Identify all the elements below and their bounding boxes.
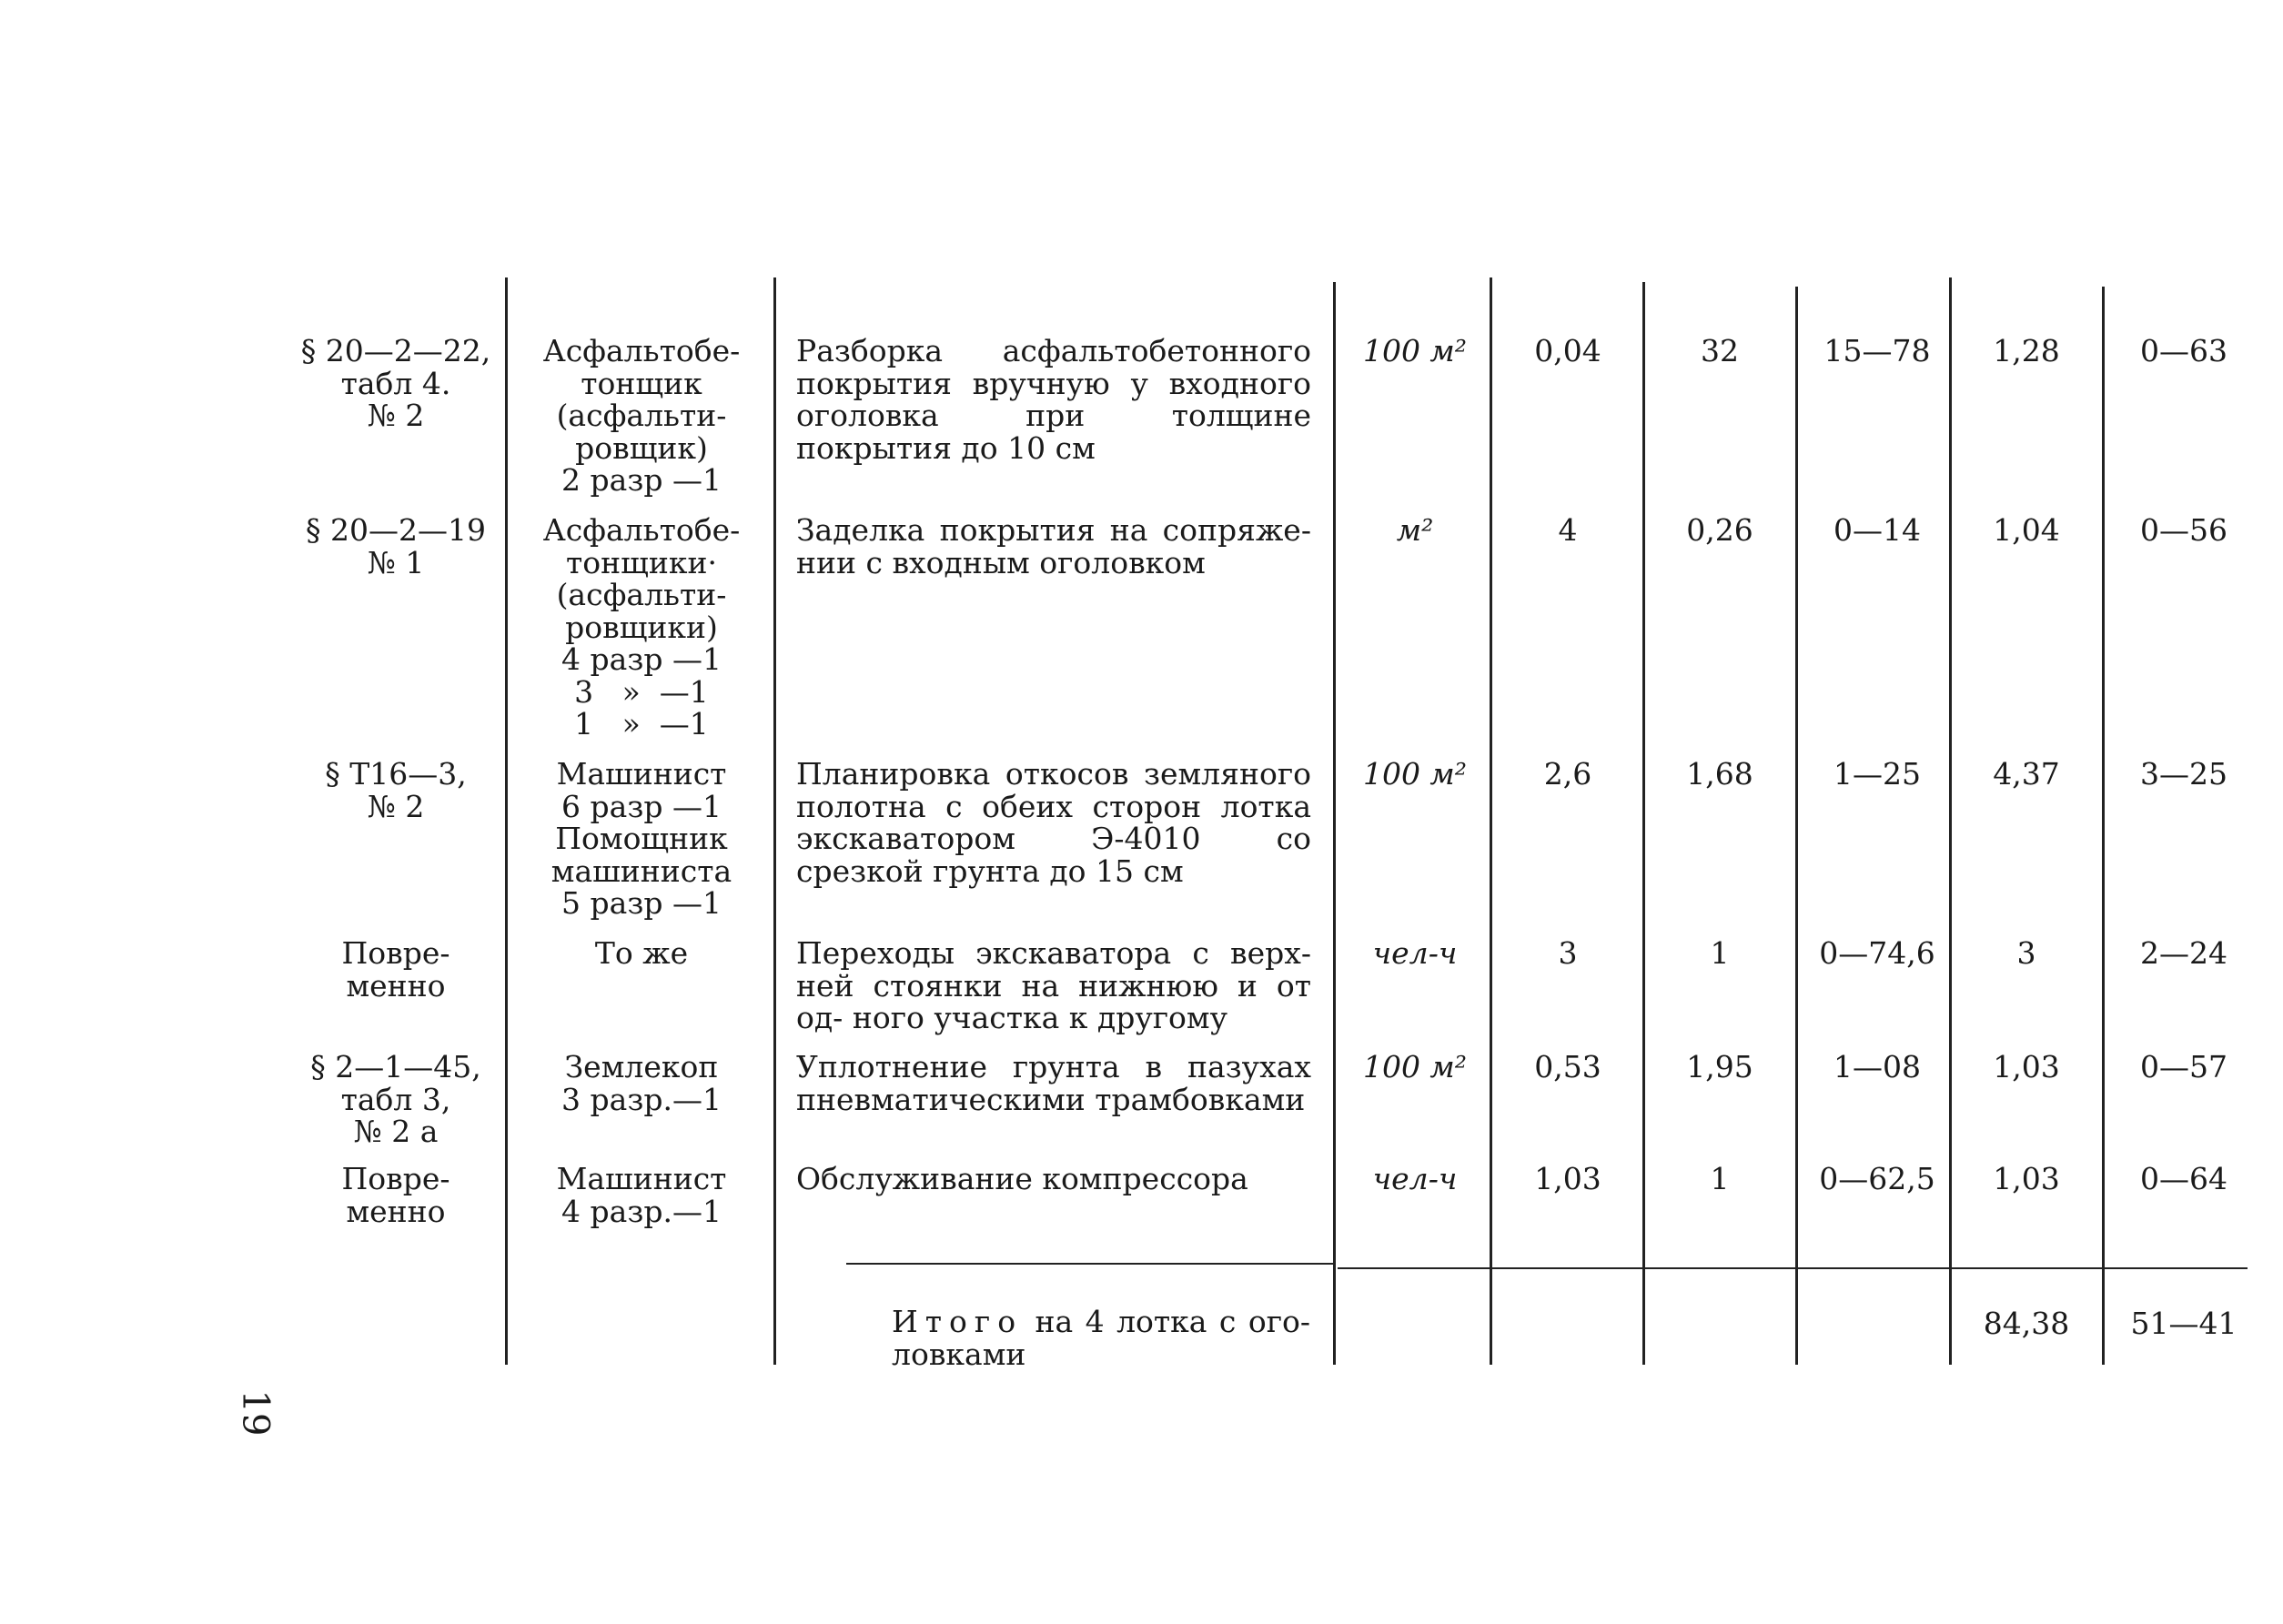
row-6-profession: Машинист 4 разр.—1 (556, 1161, 727, 1229)
column-rule-4 (1490, 277, 1492, 1365)
row-3-volume: 2,6 (1543, 756, 1592, 792)
row-2-description: Заделка покрытия на сопряже- нии с входным оголовком (796, 512, 1311, 580)
row-6-labor-total: 1,03 (1993, 1161, 2060, 1196)
row-1-description: Разборка асфальтобетонного покрытия вручную у входного оголовка при толщине покрытия до 10 см (796, 333, 1311, 466)
row-4-volume: 3 (1558, 935, 1578, 971)
row-5-description: Уплотнение грунта в пазухах пневматическими трамбовками (796, 1049, 1311, 1117)
row-2-volume: 4 (1558, 512, 1578, 548)
row-4-rate: 0—74,6 (1819, 935, 1935, 971)
row-1-labor-total: 1,28 (1993, 333, 2060, 368)
row-3-profession: Машинист 6 разр —1 Помощник машиниста 5 разр —1 (551, 756, 732, 921)
row-5-reference: § 2—1—45, табл 3, № 2 а (310, 1049, 481, 1149)
row-4-labor-total: 3 (2016, 935, 2036, 971)
row-6-reference: Повре- менно (341, 1161, 450, 1229)
row-1-unit: 100 м² (1362, 333, 1468, 368)
row-1-reference: § 20—2—22, табл 4. № 2 (300, 333, 491, 433)
row-2-profession: Асфальтобе- тонщики· (асфальти- ровщики) 4 разр —1 3 » —1 1 » —1 (542, 512, 741, 741)
row-5-volume: 0,53 (1534, 1049, 1601, 1084)
row-4-profession: То же (594, 935, 689, 971)
row-3-cost-total: 3—25 (2140, 756, 2227, 792)
row-1-volume: 0,04 (1534, 333, 1601, 368)
row-4-cost-total: 2—24 (2140, 935, 2227, 971)
row-6-norm-time: 1 (1710, 1161, 1730, 1196)
row-3-labor-total: 4,37 (1993, 756, 2060, 792)
total-label (892, 1306, 1310, 1370)
row-6-description: Обслуживание компрессора (796, 1161, 1248, 1196)
row-3-reference: § Т16—3, № 2 (325, 756, 467, 824)
row-5-unit: 100 м² (1362, 1049, 1468, 1084)
column-rule-3 (1333, 282, 1336, 1365)
page-number: 19 (234, 1389, 277, 1437)
row-3-unit: 100 м² (1362, 756, 1468, 792)
row-3-rate: 1—25 (1833, 756, 1921, 792)
row-4-unit: чел-ч (1372, 935, 1458, 971)
row-2-rate: 0—14 (1833, 512, 1921, 548)
row-1-cost-total: 0—63 (2140, 333, 2227, 368)
row-2-reference: § 20—2—19 № 1 (306, 512, 486, 580)
row-5-profession: Землекоп 3 разр.—1 (561, 1049, 722, 1117)
row-2-unit: м² (1396, 512, 1434, 548)
row-3-norm-time: 1,68 (1686, 756, 1753, 792)
total-cost: 51—41 (2130, 1306, 2238, 1341)
row-6-rate: 0—62,5 (1819, 1161, 1935, 1196)
row-3-description: Планировка откосов земляного полотна с обеих сторон лотка экскаватором Э-4010 со срезкой грунта до 15 см (796, 756, 1311, 889)
total-separator-left (846, 1263, 1333, 1265)
row-1-rate: 15—78 (1823, 333, 1931, 368)
total-label-rest: на 4 лотка с ого- ловками (892, 1304, 1310, 1372)
total-labor: 84,38 (1983, 1306, 2070, 1341)
column-rule-5 (1642, 282, 1645, 1365)
row-4-description: Переходы экскаватора с верх- ней стоянки на нижнюю и от од- ного участка к другому (796, 935, 1311, 1035)
row-5-labor-total: 1,03 (1993, 1049, 2060, 1084)
row-5-cost-total: 0—57 (2140, 1049, 2227, 1084)
row-5-rate: 1—08 (1833, 1049, 1921, 1084)
row-5-norm-time: 1,95 (1686, 1049, 1753, 1084)
row-4-norm-time: 1 (1710, 935, 1730, 971)
column-rule-2 (773, 277, 776, 1365)
row-4-reference: Повре- менно (341, 935, 450, 1004)
column-rule-8 (2102, 287, 2105, 1365)
row-6-unit: чел-ч (1372, 1161, 1458, 1196)
row-1-norm-time: 32 (1701, 333, 1739, 368)
row-2-norm-time: 0,26 (1686, 512, 1753, 548)
row-2-cost-total: 0—56 (2140, 512, 2227, 548)
row-6-cost-total: 0—64 (2140, 1161, 2227, 1196)
column-rule-6 (1795, 287, 1798, 1365)
row-2-labor-total: 1,04 (1993, 512, 2060, 548)
total-label-word: Итого (892, 1304, 1024, 1339)
column-rule-7 (1949, 277, 1952, 1365)
row-1-profession: Асфальтобе- тонщик (асфальти- ровщик) 2 разр —1 (542, 333, 741, 498)
row-6-volume: 1,03 (1534, 1161, 1601, 1196)
total-separator-right (1338, 1267, 2248, 1269)
